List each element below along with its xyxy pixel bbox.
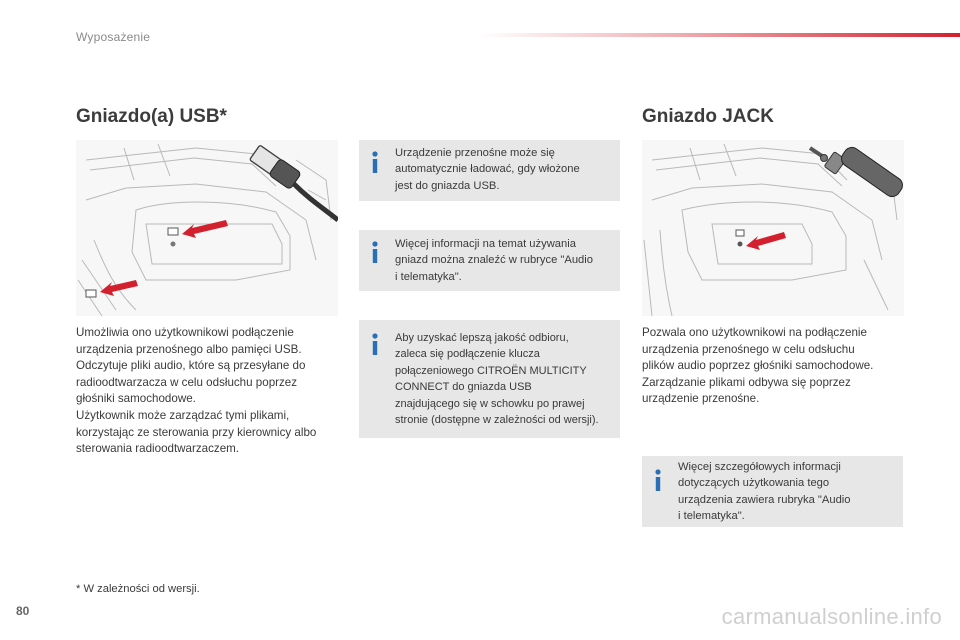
arrow-icon: [746, 232, 786, 250]
jack-description-line: urządzenie przenośne.: [642, 392, 760, 406]
info-line: i telematyka".: [395, 270, 462, 283]
info-line: znajdującego się w schowku po prawej: [395, 397, 585, 410]
jack-description-line: urządzenia przenośnego w celu odsłuchu: [642, 342, 855, 356]
info-box-usb-more-info: [359, 230, 620, 291]
info-icon: [369, 150, 381, 174]
info-box-multicity-connect: [359, 320, 620, 438]
info-line: automatycznie ładować, gdy włożone: [395, 163, 580, 176]
info-line: jest do gniazda USB.: [395, 179, 500, 192]
jack-description-line: plików audio poprzez głośniki samochodowe.: [642, 359, 874, 373]
section-header: Wyposażenie: [76, 30, 151, 44]
arrow-icon: [100, 220, 228, 296]
usb-description-line: korzystając ze sterowania przy kierownicy albo: [76, 425, 317, 439]
info-line: Więcej informacji na temat używania: [395, 238, 576, 250]
info-line: stronie (dostępne w zależności od wersji).: [395, 414, 599, 427]
info-box-jack-more-info: [642, 456, 903, 527]
usb-description-line: głośniki samochodowe.: [76, 392, 196, 406]
usb-description-line: urządzenia przenośnego albo pamięci USB.: [76, 342, 302, 356]
info-line: zaleca się podłączenie klucza: [395, 348, 540, 361]
info-icon: [369, 240, 381, 264]
watermark: carmanualsonline.info: [721, 604, 942, 629]
jack-description-line: Zarządzanie plikami odbywa się poprzez: [642, 375, 851, 389]
info-line: urządzenia zawiera rubryka "Audio: [678, 493, 851, 506]
usb-illustration: [76, 140, 338, 316]
usb-description: [76, 325, 346, 458]
usb-description-line: Użytkownik może zarządzać tymi plikami,: [76, 408, 290, 422]
jack-description-line: Pozwala ono użytkownikowi na podłączenie: [642, 326, 867, 339]
usb-description-line: sterowania radioodtwarzaczem.: [76, 442, 240, 456]
info-icon: [652, 468, 664, 492]
footnote: * W zależności od wersji.: [76, 583, 200, 595]
jack-section-title: Gniazdo JACK: [642, 106, 774, 127]
usb-description-line: Odczytuje pliki audio, które są przesyłane do: [76, 359, 306, 373]
info-line: i telematyka".: [678, 509, 745, 522]
info-line: Urządzenie przenośne może się: [395, 147, 555, 159]
info-box-usb-charging: [359, 140, 620, 201]
page-number: 80: [16, 604, 30, 618]
jack-illustration: [642, 140, 904, 316]
jack-description: [642, 325, 912, 408]
info-line: połączeniowego CITROËN MULTICITY: [395, 364, 587, 377]
header-accent-bar: [480, 33, 960, 37]
info-icon: [369, 332, 381, 356]
info-line: dotyczących użytkowania tego: [678, 477, 830, 490]
info-line: CONNECT do gniazda USB: [395, 381, 532, 394]
info-line: Więcej szczegółowych informacji: [678, 461, 841, 473]
usb-description-line: radioodtwarzacza w celu odsłuchu poprzez: [76, 375, 298, 389]
info-line: gniazd można znaleźć w rubryce "Audio: [395, 254, 593, 267]
usb-description-line: Umożliwia ono użytkownikowi podłączenie: [76, 326, 294, 339]
usb-section-title: Gniazdo(a) USB*: [76, 106, 227, 127]
info-line: Aby uzyskać lepszą jakość odbioru,: [395, 332, 569, 344]
